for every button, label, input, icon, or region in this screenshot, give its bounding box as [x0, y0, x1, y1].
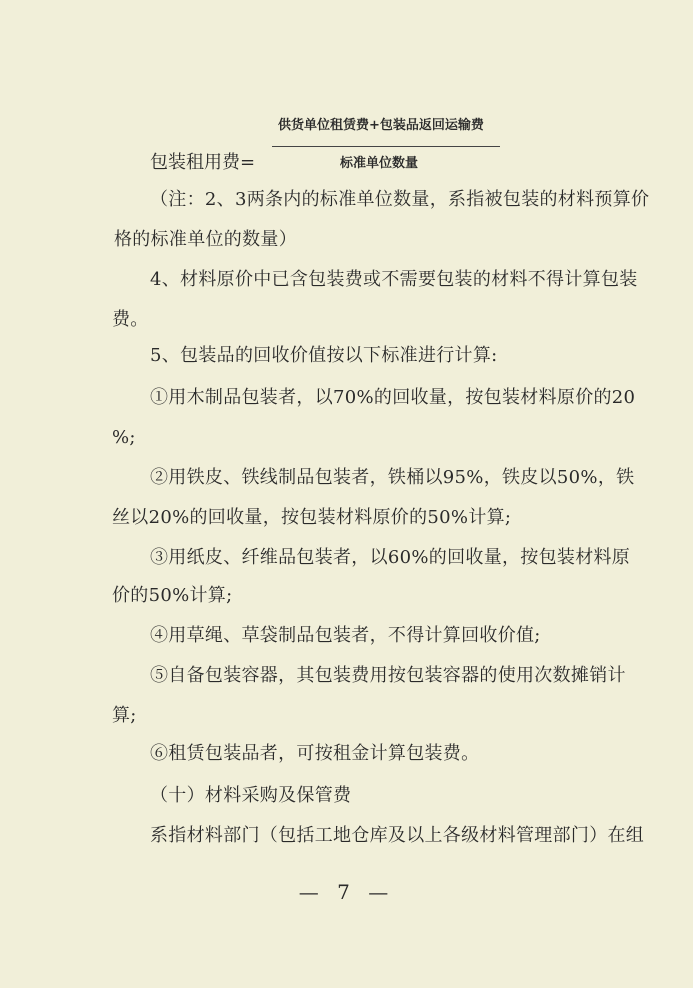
- text-line: 价的50%计算;: [112, 585, 233, 606]
- text-line: 系指材料部门（包括工地仓库及以上各级材料管理部门）在组: [150, 825, 645, 846]
- text-line: ②用铁皮、铁线制品包装者，铁桶以95%，铁皮以50%，铁: [150, 467, 635, 488]
- page-number: — 7 —: [298, 880, 395, 904]
- text-line: 算;: [112, 705, 137, 726]
- text-line: ③用纸皮、纤维品包装者，以60%的回收量，按包装材料原: [150, 547, 631, 568]
- formula-label: 包装租用费=: [150, 152, 256, 173]
- text-line: 丝以20%的回收量，按包装材料原价的50%计算;: [112, 507, 512, 528]
- formula-denominator: 标准单位数量: [340, 156, 419, 171]
- text-line: 4、材料原价中已含包装费或不需要包装的材料不得计算包装: [150, 269, 638, 290]
- text-line: ①用木制品包装者，以70%的回收量，按包装材料原价的20: [150, 387, 636, 408]
- fraction-bar: [272, 146, 500, 147]
- text-line: ⑤自备包装容器，其包装费用按包装容器的使用次数摊销计: [150, 665, 626, 686]
- text-line: 格的标准单位的数量）: [114, 229, 297, 250]
- text-line: （注：2、3两条内的标准单位数量，系指被包装的材料预算价: [150, 189, 650, 210]
- text-line: 费。: [112, 309, 149, 330]
- text-line: 5、包装品的回收价值按以下标准进行计算:: [150, 345, 498, 366]
- text-line: ④用草绳、草袋制品包装者，不得计算回收价值;: [150, 625, 541, 646]
- text-line: %;: [112, 427, 136, 448]
- section-heading: （十）材料采购及保管费: [150, 785, 352, 806]
- formula-numerator: 供货单位租赁费+包装品返回运输费: [278, 118, 484, 133]
- text-line: ⑥租赁包装品者，可按租金计算包装费。: [150, 743, 480, 764]
